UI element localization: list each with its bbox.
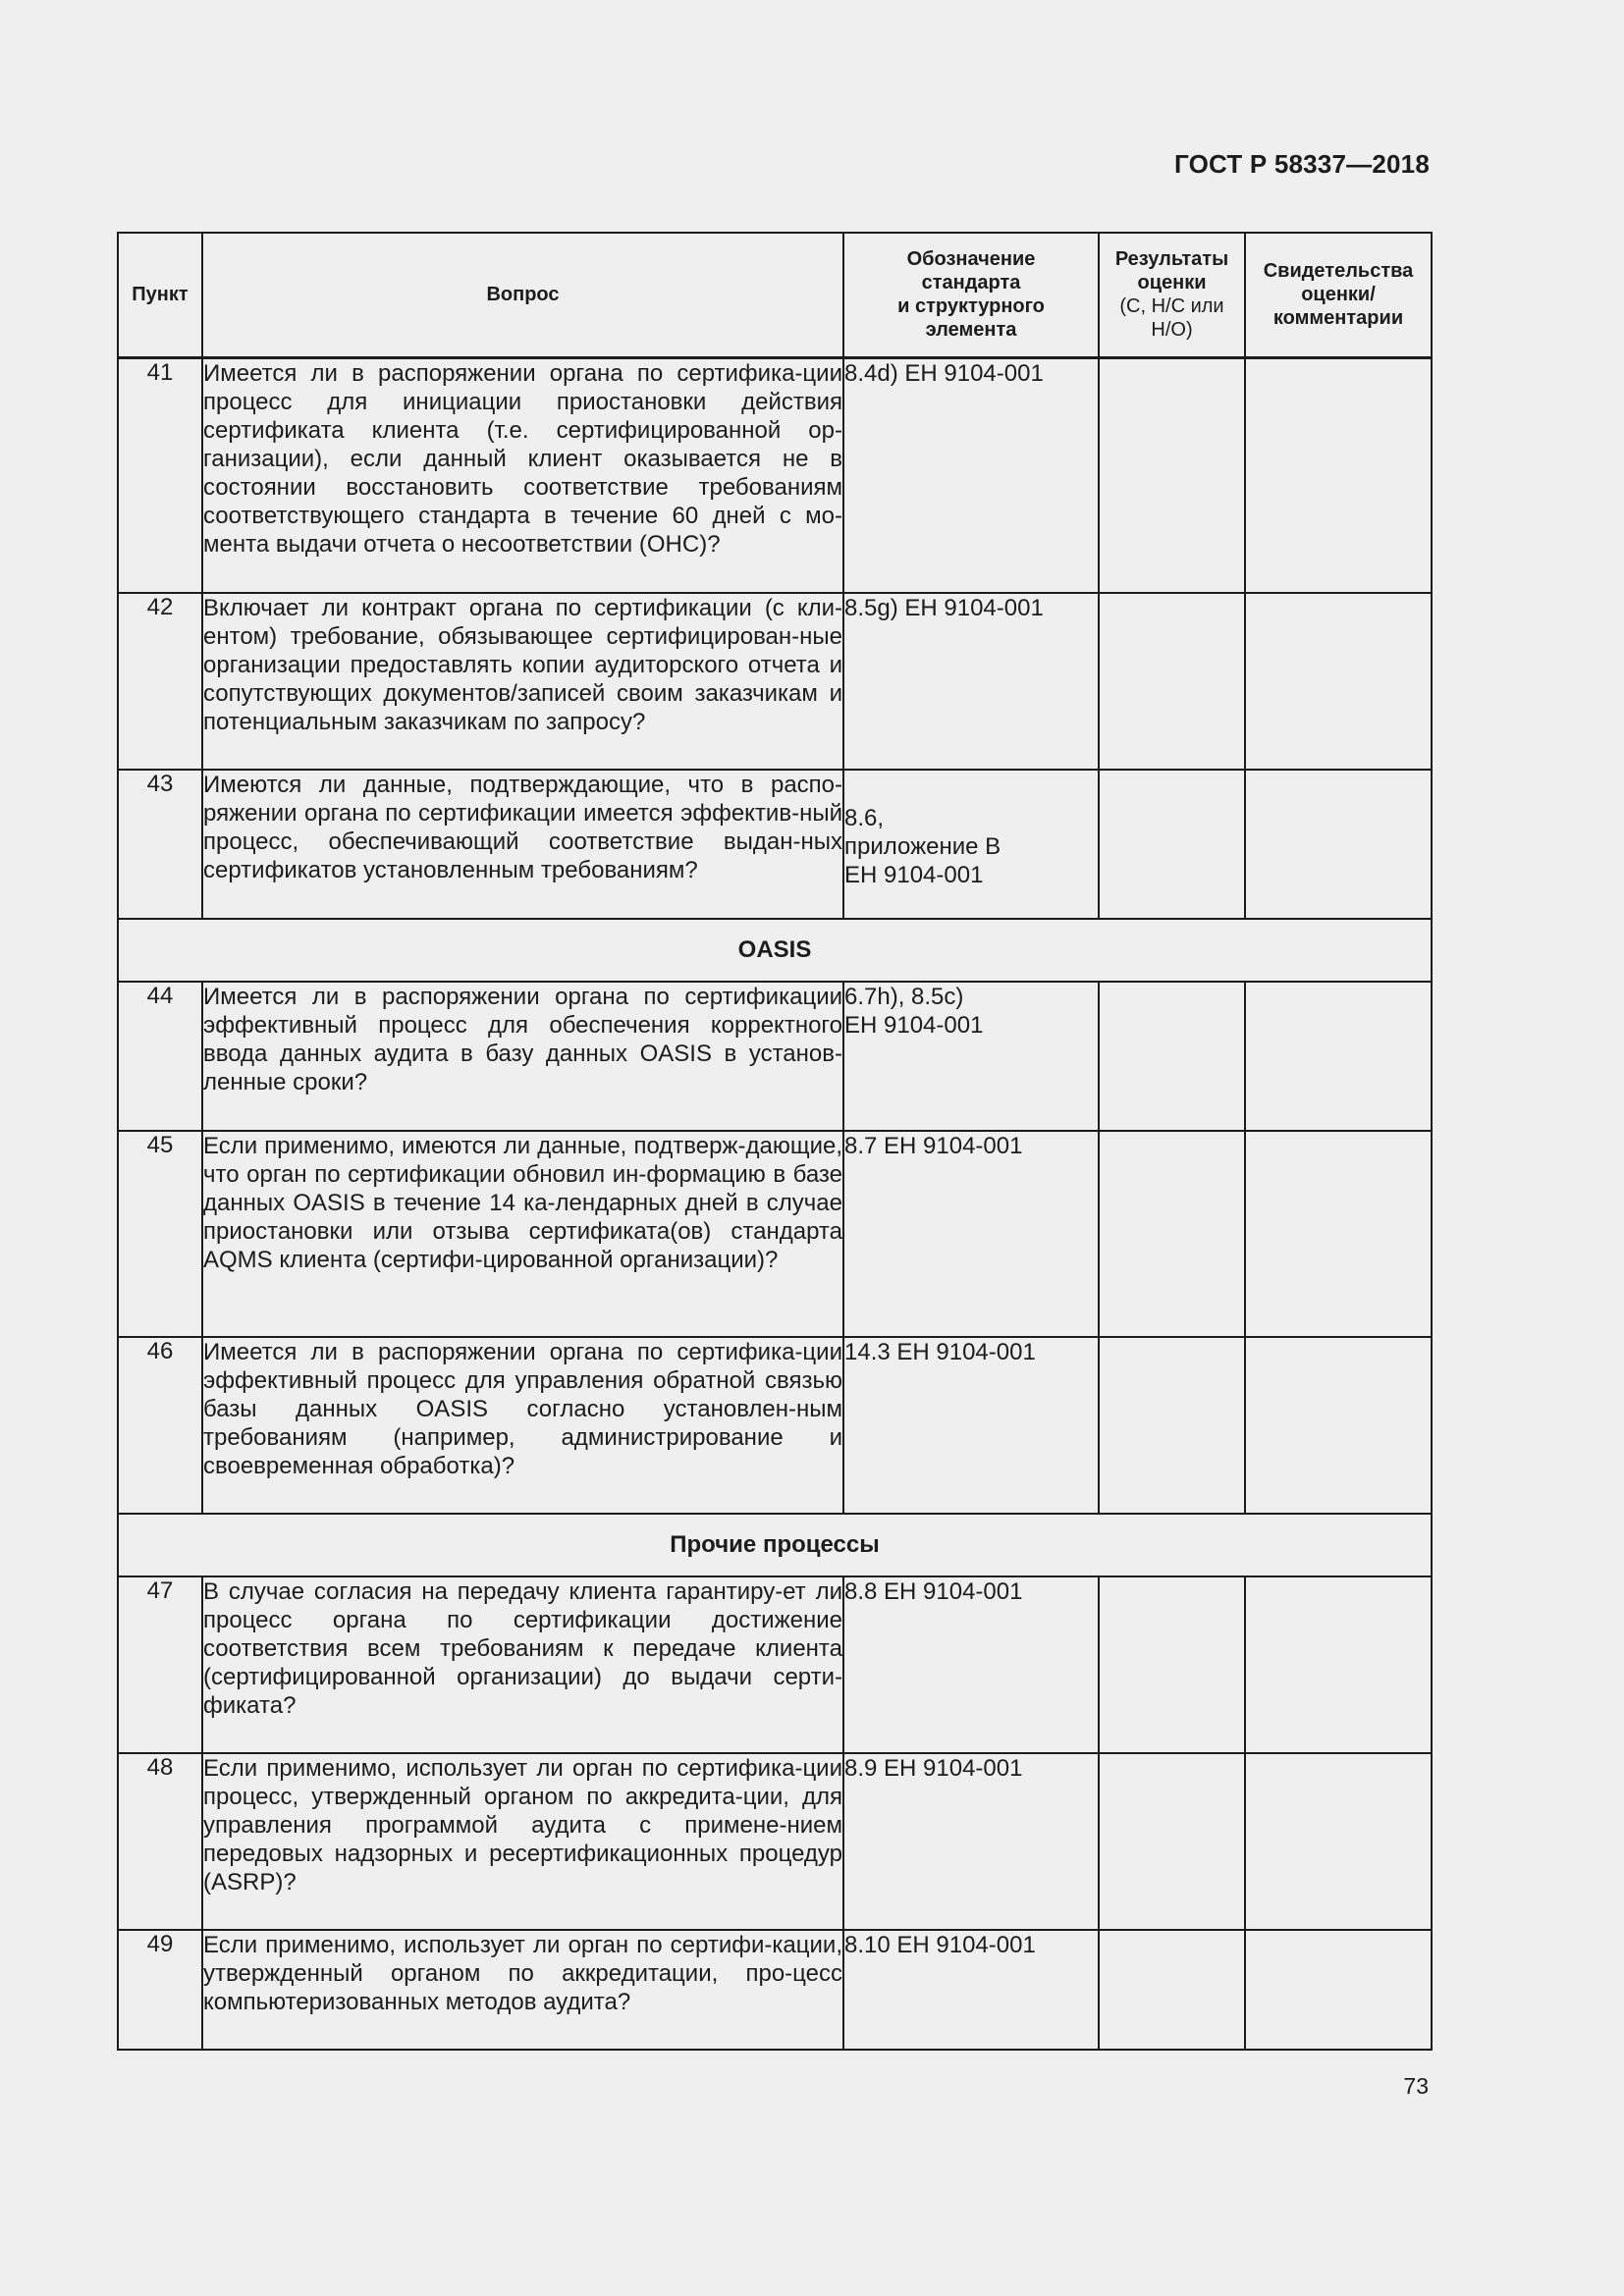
header-evidence: Свидетельства оценки/ комментарии	[1245, 233, 1432, 357]
row-number: 46	[118, 1337, 202, 1514]
row-evidence-cell	[1245, 1337, 1432, 1514]
table-row	[118, 1576, 1432, 1753]
row-question: Имеется ли в распоряжении органа по сертификации эффективный процесс для обеспечения корректного ввода данных аудита в базу данных OASIS в установ-ленные сроки?	[202, 982, 843, 1131]
row-evidence-cell	[1245, 593, 1432, 770]
section-title: Прочие процессы	[118, 1514, 1432, 1576]
row-result-cell	[1099, 1337, 1245, 1514]
row-evidence-cell	[1245, 1131, 1432, 1337]
row-question: Если применимо, использует ли орган по сертифика-ции процесс, утвержденный органом по аккредита-ции, для управления программой аудита с примене-нием передовых надзорных и ресертификационных процедур (ASRP)?	[202, 1753, 843, 1930]
header-question: Вопрос	[202, 233, 843, 357]
row-reference: 8.8 ЕН 9104-001	[843, 1576, 1099, 1753]
section-row-oasis	[118, 919, 1432, 982]
audit-checklist-table	[117, 232, 1433, 2051]
row-number: 47	[118, 1576, 202, 1753]
row-result-cell	[1099, 770, 1245, 919]
row-number: 45	[118, 1131, 202, 1337]
row-question: Включает ли контракт органа по сертификации (с кли-ентом) требование, обязывающее сертифицирован-ные организации предоставлять копии аудиторского отчета и сопутствующих документов/записей своим заказчикам и потенциальным заказчикам по запросу?	[202, 593, 843, 770]
row-result-cell	[1099, 357, 1245, 593]
row-number: 41	[118, 357, 202, 593]
document-code: ГОСТ Р 58337—2018	[1174, 149, 1430, 179]
row-number: 49	[118, 1930, 202, 2050]
row-evidence-cell	[1245, 1753, 1432, 1930]
row-result-cell	[1099, 1131, 1245, 1337]
table-row	[118, 1753, 1432, 1930]
row-result-cell	[1099, 1930, 1245, 2050]
row-result-cell	[1099, 1753, 1245, 1930]
header-results: Результаты оценки (С, Н/С или Н/О)	[1099, 233, 1245, 357]
row-result-cell	[1099, 593, 1245, 770]
row-reference: 8.7 ЕН 9104-001	[843, 1131, 1099, 1337]
row-result-cell	[1099, 982, 1245, 1131]
row-reference: 8.9 ЕН 9104-001	[843, 1753, 1099, 1930]
page-number: 73	[1403, 2073, 1429, 2099]
row-evidence-cell	[1245, 770, 1432, 919]
row-question: Если применимо, использует ли орган по сертифи-кации, утвержденный органом по аккредитации, про-цесс компьютеризованных методов аудита?	[202, 1930, 843, 2050]
row-question: Имеется ли в распоряжении органа по сертифика-ции процесс для инициации приостановки действия сертификата клиента (т.е. сертифицированной ор-ганизации), если данный клиент оказывается не в состоянии восстановить соответствие требованиям соответствующего стандарта в течение 60 дней с мо-мента выдачи отчета о несоответствии (ОНС)?	[202, 357, 843, 593]
header-standard: Обозначение стандарта и структурного элемента	[843, 233, 1099, 357]
row-question: В случае согласия на передачу клиента гарантиру-ет ли процесс органа по сертификации достижение соответствия всем требованиям к передаче клиента (сертифицированной организации) до выдачи серти-фиката?	[202, 1576, 843, 1753]
table-row	[118, 1930, 1432, 2050]
row-reference: 8.10 ЕН 9104-001	[843, 1930, 1099, 2050]
header-item: Пункт	[118, 233, 202, 357]
table-row	[118, 770, 1432, 919]
row-question: Имеется ли в распоряжении органа по сертифика-ции эффективный процесс для управления обратной связью базы данных OASIS согласно установлен-ным требованиям (например, администрирование и своевременная обработка)?	[202, 1337, 843, 1514]
row-reference: 8.6, приложение В ЕН 9104-001	[843, 770, 1099, 919]
row-evidence-cell	[1245, 357, 1432, 593]
table-row	[118, 357, 1432, 593]
row-evidence-cell	[1245, 1576, 1432, 1753]
row-number: 48	[118, 1753, 202, 1930]
row-reference: 14.3 ЕН 9104-001	[843, 1337, 1099, 1514]
row-result-cell	[1099, 1576, 1245, 1753]
table-row	[118, 593, 1432, 770]
row-reference: 8.4d) ЕН 9104-001	[843, 357, 1099, 593]
row-evidence-cell	[1245, 982, 1432, 1131]
section-title: OASIS	[118, 919, 1432, 982]
row-number: 44	[118, 982, 202, 1131]
row-number: 43	[118, 770, 202, 919]
row-question: Имеются ли данные, подтверждающие, что в распо-ряжении органа по сертификации имеется эффектив-ный процесс, обеспечивающий соответствие выдан-ных сертификатов установленным требованиям?	[202, 770, 843, 919]
row-reference: 6.7h), 8.5c) ЕН 9104-001	[843, 982, 1099, 1131]
section-row-other-processes	[118, 1514, 1432, 1576]
table-header-row	[118, 233, 1432, 357]
row-reference: 8.5g) ЕН 9104-001	[843, 593, 1099, 770]
row-question: Если применимо, имеются ли данные, подтверж-дающие, что орган по сертификации обновил ин-формацию в базе данных OASIS в течение 14 ка-лендарных дней в случае приостановки или отзыва сертификата(ов) стандарта AQMS клиента (сертифи-цированной организации)?	[202, 1131, 843, 1337]
table-row	[118, 982, 1432, 1131]
table-row	[118, 1337, 1432, 1514]
row-evidence-cell	[1245, 1930, 1432, 2050]
row-number: 42	[118, 593, 202, 770]
table-row	[118, 1131, 1432, 1337]
